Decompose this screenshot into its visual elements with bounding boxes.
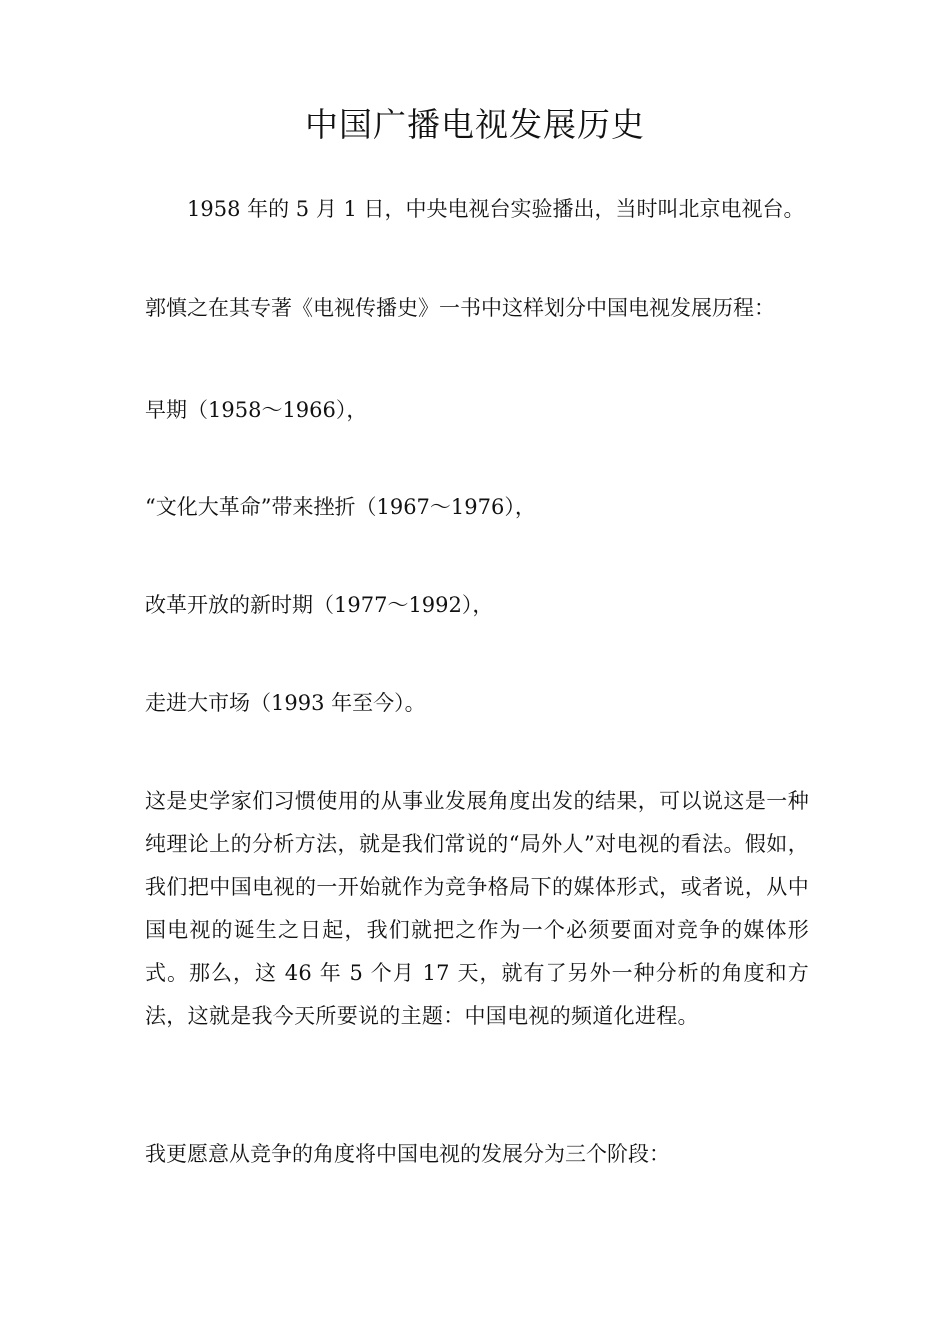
intro-paragraph: 1958 年的 5 月 1 日，中央电视台实验播出，当时叫北京电视台。 (187, 197, 805, 221)
analysis-paragraph: 这是史学家们习惯使用的从事业发展角度出发的结果，可以说这是一种纯理论上的分析方法，就是我们常说的“局外人”对电视的看法。假如，我们把中国电视的一开始就作为竞争格局下的媒体形式，或者说，从中国电视的诞生之日起，我们就把之作为一个必须要面对竞争的媒体形式。那么，这 46 年 5 个月 17 天，就有了另外一种分析的角度和方法，这就是我今天所要说的主题：中国电视的频道化进程。 (145, 789, 809, 1028)
book-reference-paragraph: 郭慎之在其专著《电视传播史》一书中这样划分中国电视发展历程： (145, 296, 775, 320)
period-item-cultural-revolution: “文化大革命”带来挫折（1967～1976）， (145, 495, 536, 519)
document-title: 中国广播电视发展历史 (305, 105, 645, 144)
period-item-reform: 改革开放的新时期（1977～1992）， (145, 593, 494, 617)
period-item-market: 走进大市场（1993 年至今）。 (145, 691, 426, 715)
closing-paragraph: 我更愿意从竞争的角度将中国电视的发展分为三个阶段： (145, 1142, 670, 1166)
period-item-early: 早期（1958～1966）， (145, 398, 368, 422)
